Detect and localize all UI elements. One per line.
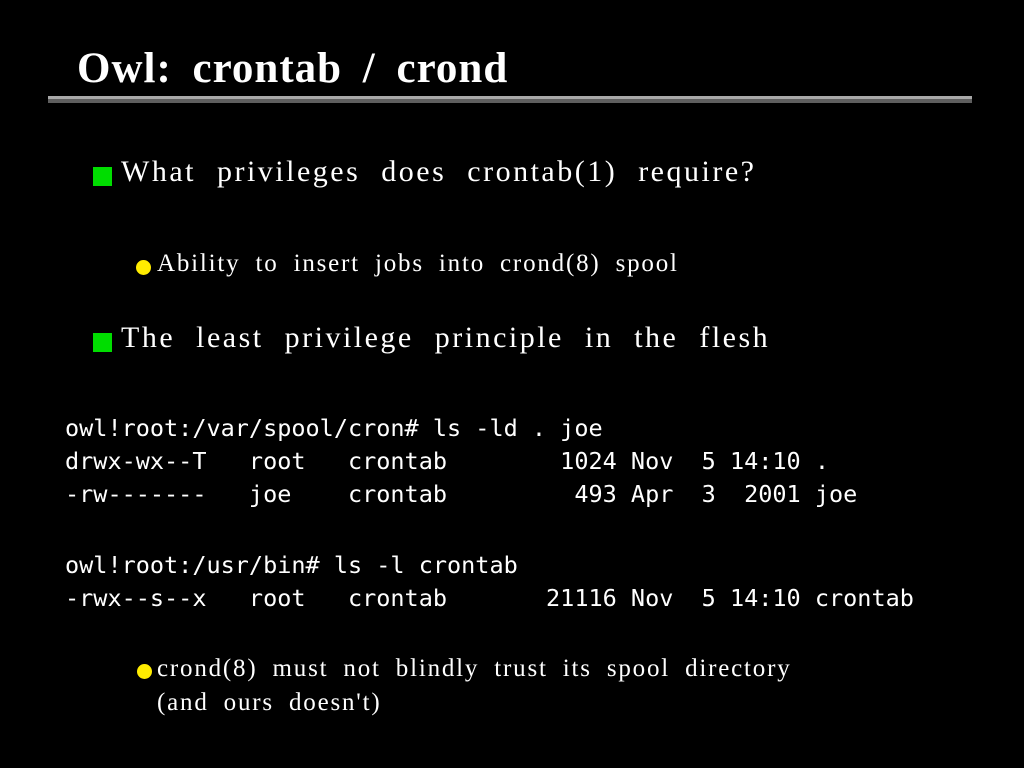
- bullet-item-least-privilege: The least privilege principle in the flesh: [121, 321, 771, 354]
- bullet-square-icon: [93, 167, 112, 186]
- terminal-line-command: owl!root:/var/spool/cron# ls -ld . joe: [65, 414, 603, 442]
- sub-bullet-item-trust-note: [157, 652, 792, 720]
- bullet-dot-icon: [136, 260, 151, 275]
- sub-bullet-line-1: crond(8) must not blindly trust its spool directory: [157, 655, 792, 682]
- bullet-dot-icon: [137, 664, 152, 679]
- title-underline: [48, 96, 972, 103]
- title-underline-shadow: [48, 99, 972, 103]
- slide-title: Owl: crontab / crond: [77, 45, 509, 92]
- terminal-listing-spool: [65, 412, 857, 511]
- terminal-line-dir-entry: drwx-wx--T root crontab 1024 Nov 5 14:10 .: [65, 447, 830, 475]
- terminal-line-file-entry: -rw------- joe crontab 493 Apr 3 2001 joe: [65, 480, 858, 508]
- bullet-item-privileges-question: What privileges does crontab(1) require?: [121, 155, 757, 188]
- bullet-square-icon: [93, 333, 112, 352]
- terminal-line-file-entry: -rwx--s--x root crontab 21116 Nov 5 14:10 crontab: [65, 584, 914, 612]
- sub-bullet-line-2: (and ours doesn't): [157, 689, 382, 716]
- terminal-line-command: owl!root:/usr/bin# ls -l crontab: [65, 551, 518, 579]
- terminal-listing-binary: [65, 549, 914, 615]
- sub-bullet-item-spool-insert: Ability to insert jobs into crond(8) spool: [157, 250, 679, 277]
